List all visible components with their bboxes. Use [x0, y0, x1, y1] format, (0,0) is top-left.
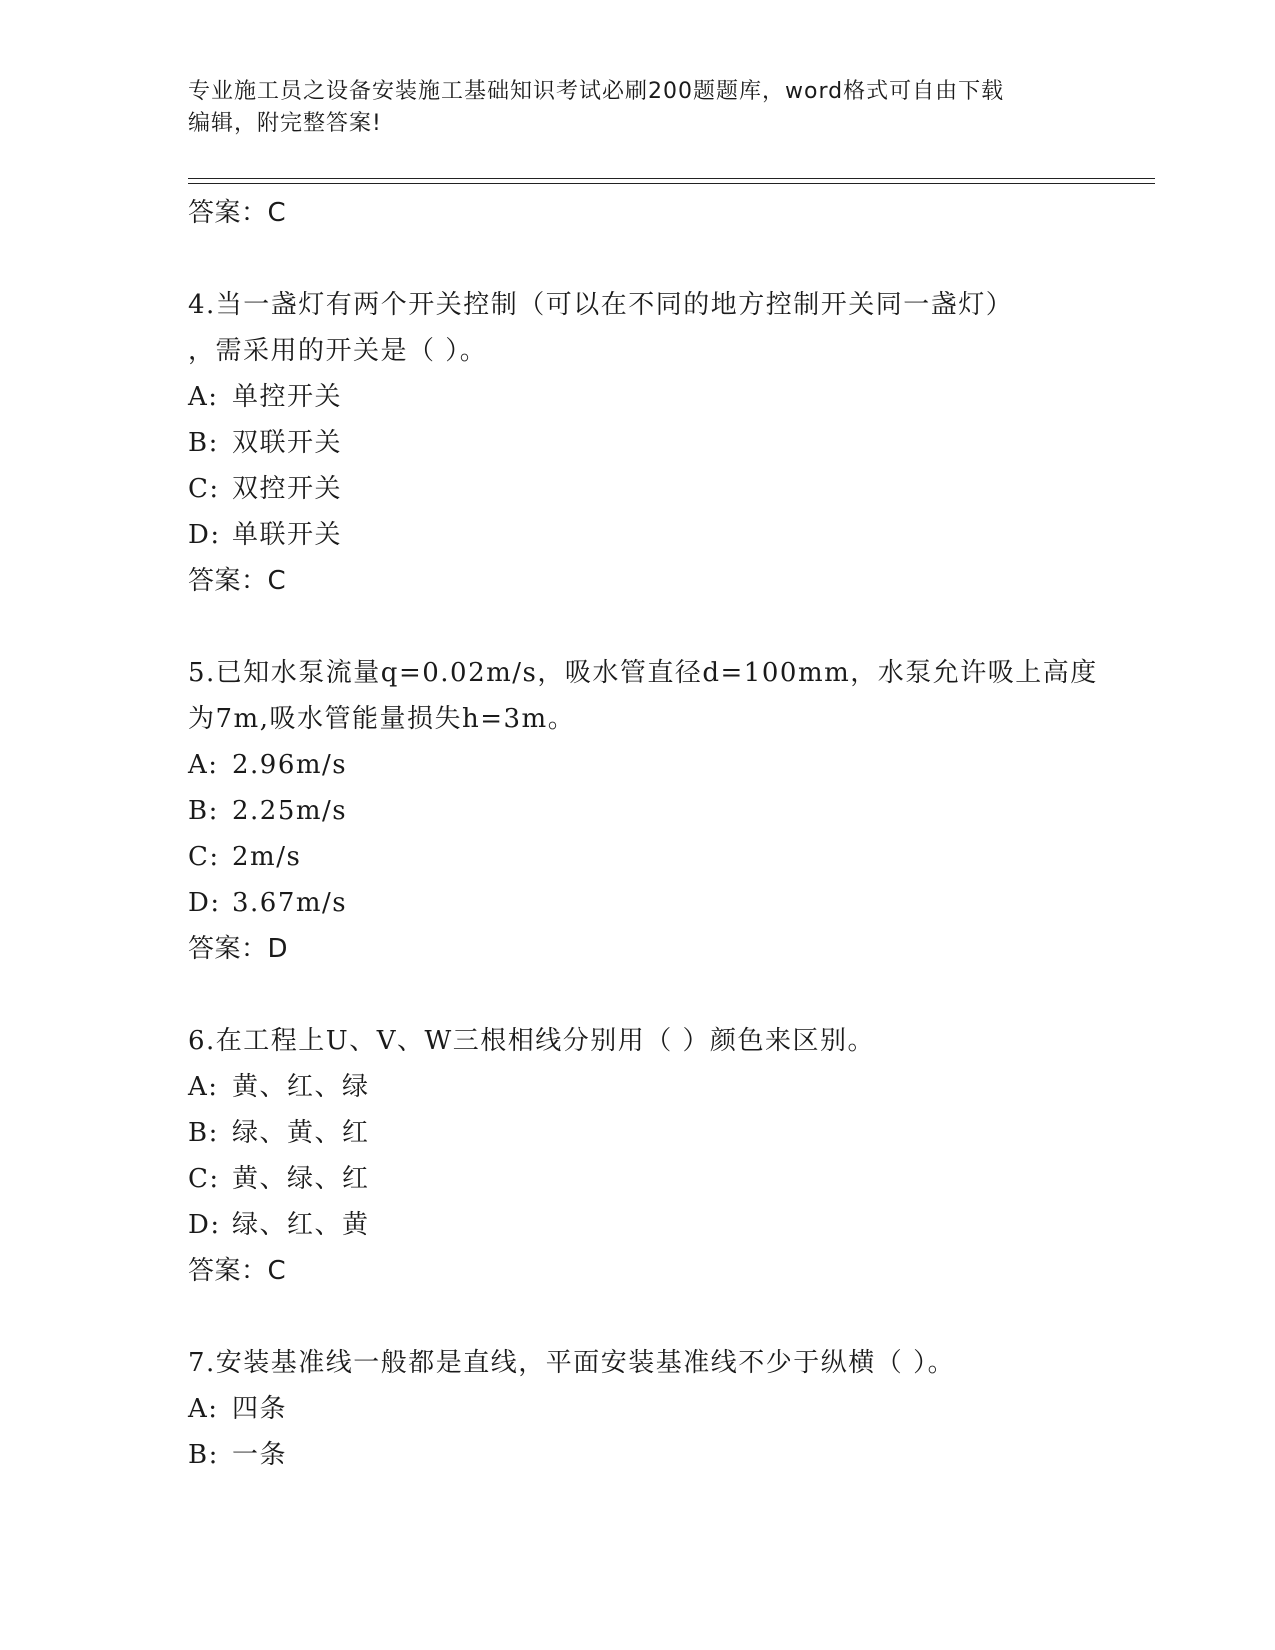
document-header	[188, 76, 1088, 140]
option-c	[188, 1156, 1148, 1202]
option-text: 黄、红、绿	[232, 1072, 370, 1102]
option-b	[188, 1110, 1148, 1156]
option-d	[188, 880, 1148, 926]
option-c	[188, 834, 1148, 880]
header-rule-top	[188, 178, 1155, 179]
option-letter: D:	[188, 520, 221, 550]
option-a	[188, 374, 1148, 420]
option-a	[188, 1386, 1148, 1432]
option-a	[188, 742, 1148, 788]
option-b	[188, 788, 1148, 834]
option-letter: B:	[188, 1440, 219, 1470]
question-5-line-2: 为7m,吸水管能量损失h=3m。	[188, 704, 576, 734]
answer-q3: 答案：C	[188, 198, 287, 228]
question-list	[188, 190, 1148, 1478]
option-text: 双控开关	[232, 474, 343, 504]
option-text: 绿、红、黄	[232, 1210, 370, 1240]
option-text: 黄、绿、红	[232, 1164, 370, 1194]
answer-q6: 答案：C	[188, 1256, 287, 1286]
option-text: 2.96m/s	[232, 750, 348, 780]
option-letter: A:	[188, 750, 219, 780]
question-4-line-1: 4.当一盏灯有两个开关控制（可以在不同的地方控制开关同一盏灯）	[188, 290, 1014, 320]
option-text: 单控开关	[232, 382, 343, 412]
option-text: 2.25m/s	[232, 796, 348, 826]
question-5-line-1: 5.已知水泵流量q=0.02m/s，吸水管直径d=100mm，水泵允许吸上高度	[188, 658, 1098, 688]
question-4-line-2: ，需采用的开关是（ ）。	[188, 336, 488, 366]
option-text: 3.67m/s	[232, 888, 348, 918]
question-7-line-1: 7.安装基准线一般都是直线，平面安装基准线不少于纵横（ ）。	[188, 1348, 956, 1378]
option-text: 双联开关	[232, 428, 343, 458]
option-letter: B:	[188, 1118, 219, 1148]
option-letter: C:	[188, 474, 220, 504]
option-letter: B:	[188, 796, 219, 826]
option-text: 一条	[232, 1440, 288, 1470]
option-text: 四条	[232, 1394, 288, 1424]
option-d	[188, 512, 1148, 558]
option-c	[188, 466, 1148, 512]
option-b	[188, 1432, 1148, 1478]
option-letter: A:	[188, 1394, 219, 1424]
option-letter: C:	[188, 1164, 220, 1194]
option-a	[188, 1064, 1148, 1110]
option-letter: A:	[188, 382, 219, 412]
question-6-line-1: 6.在工程上U、V、W三根相线分别用（ ）颜色来区别。	[188, 1026, 875, 1056]
option-text: 2m/s	[232, 842, 302, 872]
answer-q5: 答案：D	[188, 934, 289, 964]
answer-q4: 答案：C	[188, 566, 287, 596]
header-line-2: 编辑，附完整答案!	[188, 111, 382, 136]
option-d	[188, 1202, 1148, 1248]
option-b	[188, 420, 1148, 466]
option-text: 绿、黄、红	[232, 1118, 370, 1148]
header-rule-bottom	[188, 183, 1155, 184]
option-letter: A:	[188, 1072, 219, 1102]
header-line-1: 专业施工员之设备安装施工基础知识考试必刷200题题库，word格式可自由下载	[188, 79, 1005, 104]
option-letter: D:	[188, 1210, 221, 1240]
option-letter: B:	[188, 428, 219, 458]
option-text: 单联开关	[232, 520, 343, 550]
option-letter: D:	[188, 888, 221, 918]
option-letter: C:	[188, 842, 220, 872]
